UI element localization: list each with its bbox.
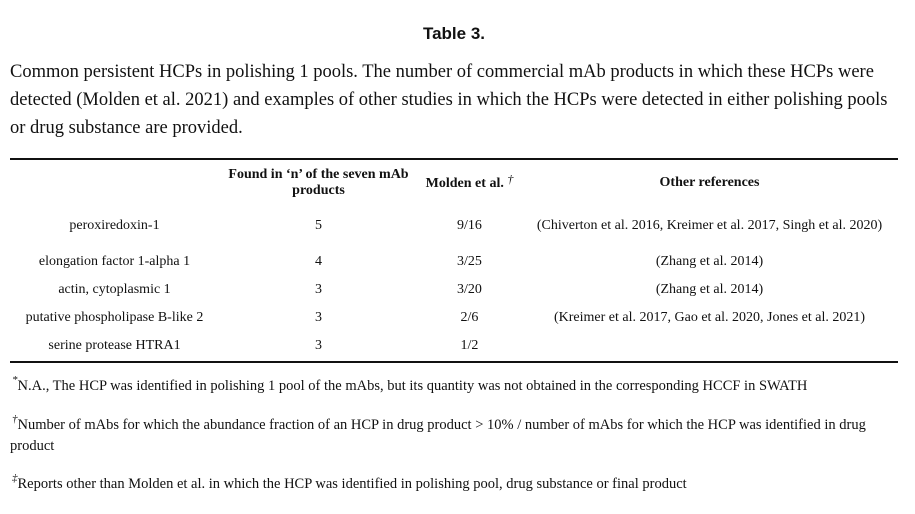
cell-found: 3 [315,310,322,325]
cell-refs: (Kreimer et al. 2017, Gao et al. 2020, Jones et al. 2021) [553,310,866,325]
cell-found: 4 [315,254,322,269]
table-row [10,304,898,332]
footnote-text: Reports other than Molden et al. in which the HCP was identified in polishing pool, drug substance or final product [17,476,687,492]
footnote-text: Number of mAbs for which the abundance fraction of an HCP in drug product > 10% / number of mAbs for which the HCP was identified in drug product [10,417,866,454]
cell-refs: (Chiverton et al. 2016, Kreimer et al. 2017, Singh et al. 2020) [536,218,883,233]
cell-hcp: putative phospholipase B-like 2 [25,310,204,325]
footnote-text: N.A., The HCP was identified in polishing 1 pool of the mAbs, but its quantity was not obtained in the corresponding HCCF in SWATH [17,378,808,394]
cell-molden: 3/20 [457,282,482,297]
footnote [10,474,902,495]
cell-found: 3 [315,282,322,297]
footnote-mark: † [12,413,18,425]
cell-molden: 9/16 [457,218,482,233]
cell-hcp: elongation factor 1-alpha 1 [38,254,191,269]
header-molden [418,162,521,204]
cell-refs [521,332,898,360]
cell-refs: (Zhang et al. 2014) [655,282,764,297]
cell-molden: 2/6 [460,310,479,325]
cell-refs: (Zhang et al. 2014) [655,254,764,269]
table-header-row [10,162,898,204]
header-hcp [10,162,219,204]
cell-hcp: peroxiredoxin-1 [69,218,160,233]
table-row [10,248,898,276]
footnotes [10,376,902,513]
cell-hcp: serine protease HTRA1 [48,338,181,353]
table-top-rule [10,158,898,160]
table-row [10,332,898,360]
cell-molden: 3/25 [457,254,482,269]
header-molden-label: Molden et al. [425,175,504,191]
footnote [10,415,902,456]
header-other-references: Other references [659,175,760,190]
table-bottom-rule [10,361,898,363]
cell-found: 5 [315,218,322,233]
header-molden-mark: † [507,171,514,186]
table-row [10,276,898,304]
cell-molden: 1/2 [460,338,479,353]
footnote-mark: * [12,374,18,386]
table-caption: Common persistent HCPs in polishing 1 pools. The number of commercial mAb products in which these HCPs were detected (Molden et al. 2021) and examples of other studies in which the HCPs were detected in either polishing pools or drug substance are provided. [10,62,888,138]
footnote [10,376,902,397]
table-title: Table 3. [422,24,486,43]
header-found-in-n: Found in ‘n’ of the seven mAb products [228,167,409,198]
table-row [10,204,898,248]
footnote-mark: ‡ [12,472,18,484]
cell-hcp: actin, cytoplasmic 1 [58,282,171,297]
hcp-table [10,162,898,360]
cell-found: 3 [315,338,322,353]
